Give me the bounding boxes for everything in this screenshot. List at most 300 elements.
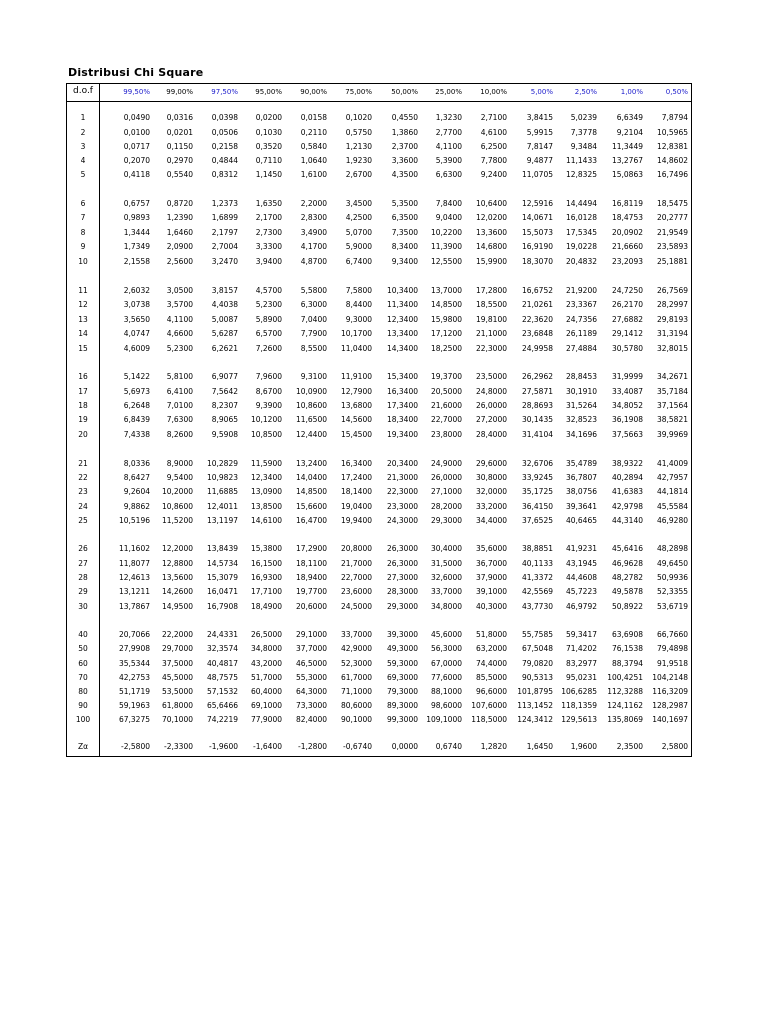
value-cell: 65,6466 [206,701,238,710]
value-cell: 21,6660 [611,242,643,251]
value-cell: 32,8015 [656,344,688,353]
value-cell: 10,1700 [340,329,372,338]
value-cell: 0,0200 [255,113,282,122]
value-cell: 1,0640 [300,156,327,165]
value-cell: 4,6600 [166,329,193,338]
value-cell: 0,4118 [123,170,150,179]
value-cell: 0,8720 [166,199,193,208]
value-cell: 8,6700 [255,387,282,396]
value-cell: 44,1814 [656,487,688,496]
value-cell: 15,3079 [206,573,238,582]
column-header: 25,00% [435,88,462,96]
value-cell: 14,0671 [521,213,553,222]
value-cell: 0,0158 [300,113,327,122]
value-cell: 98,6000 [430,701,462,710]
value-cell: 24,7250 [611,286,643,295]
value-cell: 37,1564 [656,401,688,410]
value-cell: 6,4100 [166,387,193,396]
dof-cell: 21 [78,459,88,468]
value-cell: 24,5000 [340,602,372,611]
value-cell: 22,3000 [386,487,418,496]
value-cell: 11,6500 [295,415,327,424]
value-cell: 7,9600 [255,372,282,381]
value-cell: 28,3000 [386,587,418,596]
value-cell: 2,8300 [300,213,327,222]
value-cell: 14,3400 [386,344,418,353]
dof-cell: 60 [78,659,88,668]
value-cell: 88,3794 [611,659,643,668]
dof-cell: 13 [78,315,88,324]
value-cell: 27,1000 [430,487,462,496]
value-cell: 17,2400 [340,473,372,482]
value-cell: 31,9999 [611,372,643,381]
value-cell: 12,8381 [656,142,688,151]
value-cell: 11,8077 [118,559,150,568]
value-cell: 0,1020 [345,113,372,122]
value-cell: 23,3000 [386,502,418,511]
value-cell: 4,2500 [345,213,372,222]
value-cell: 0,9893 [123,213,150,222]
column-header: 99,00% [166,88,193,96]
value-cell: 5,2300 [255,300,282,309]
value-cell: 21,6000 [430,401,462,410]
value-cell: -1,2800 [298,742,327,751]
value-cell: 34,8000 [430,602,462,611]
column-header: 1,00% [620,88,643,96]
value-cell: 1,6899 [211,213,238,222]
value-cell: 0,2070 [123,156,150,165]
value-cell: 0,3520 [255,142,282,151]
value-cell: 16,0471 [206,587,238,596]
value-cell: 45,6000 [430,630,462,639]
value-cell: 37,5663 [611,430,643,439]
value-cell: 15,9800 [430,315,462,324]
header-divider [66,101,692,102]
value-cell: 9,3900 [255,401,282,410]
value-cell: 13,2767 [611,156,643,165]
value-cell: 118,5000 [471,715,507,724]
value-cell: 0,0000 [391,742,418,751]
value-cell: 38,8851 [521,544,553,553]
value-cell: 22,7000 [430,415,462,424]
value-cell: 1,6460 [166,228,193,237]
value-cell: 38,9322 [611,459,643,468]
value-cell: 0,0506 [211,128,238,137]
value-cell: 18,3070 [521,257,553,266]
value-cell: 34,8000 [250,644,282,653]
value-cell: 11,3900 [430,242,462,251]
dof-cell: 40 [78,630,88,639]
value-cell: 96,6000 [475,687,507,696]
value-cell: 4,1100 [166,315,193,324]
value-cell: 107,6000 [471,701,507,710]
value-cell: 9,0400 [435,213,462,222]
value-cell: 27,3000 [386,573,418,582]
value-cell: 6,2621 [211,344,238,353]
value-cell: 83,2977 [565,659,597,668]
value-cell: 10,0900 [295,387,327,396]
value-cell: 41,4009 [656,459,688,468]
value-cell: 10,5196 [118,516,150,525]
value-cell: 30,5780 [611,344,643,353]
value-cell: 27,2000 [475,415,507,424]
value-cell: 24,9000 [430,459,462,468]
value-cell: 53,6719 [656,602,688,611]
value-cell: 74,4000 [475,659,507,668]
value-cell: 10,2829 [206,459,238,468]
value-cell: 22,2000 [161,630,193,639]
value-cell: 66,7660 [656,630,688,639]
value-cell: 33,7000 [340,630,372,639]
value-cell: 51,8000 [475,630,507,639]
value-cell: 12,5916 [521,199,553,208]
dof-cell: 29 [78,587,88,596]
value-cell: 27,4884 [565,344,597,353]
value-cell: 4,5700 [255,286,282,295]
value-cell: -0,6740 [343,742,372,751]
dof-cell: 16 [78,372,88,381]
value-cell: 6,8439 [123,415,150,424]
value-cell: 13,7867 [118,602,150,611]
value-cell: 14,8500 [430,300,462,309]
value-cell: 36,4150 [521,502,553,511]
value-cell: 50,8922 [611,602,643,611]
value-cell: 31,5264 [565,401,597,410]
value-cell: 17,5345 [565,228,597,237]
value-cell: 32,8523 [565,415,597,424]
value-cell: 7,7900 [300,329,327,338]
value-cell: 52,3000 [340,659,372,668]
value-cell: 45,7223 [565,587,597,596]
value-cell: 22,3000 [475,344,507,353]
value-cell: 118,1359 [561,701,597,710]
value-cell: 57,1532 [206,687,238,696]
value-cell: 8,3400 [391,242,418,251]
value-cell: 15,5073 [521,228,553,237]
value-cell: 29,3000 [386,602,418,611]
value-cell: 43,2000 [250,659,282,668]
value-cell: 4,3500 [391,170,418,179]
column-header: 90,00% [300,88,327,96]
value-cell: 13,3600 [475,228,507,237]
dof-cell: 19 [78,415,88,424]
value-cell: 16,1500 [250,559,282,568]
value-cell: 4,1100 [435,142,462,151]
value-cell: 5,6973 [123,387,150,396]
value-cell: 14,0400 [295,473,327,482]
value-cell: 90,5313 [521,673,553,682]
value-cell: 1,1450 [255,170,282,179]
value-cell: 34,4000 [475,516,507,525]
value-cell: 23,6000 [340,587,372,596]
value-cell: 26,7569 [656,286,688,295]
value-cell: 0,4844 [211,156,238,165]
dof-cell: 28 [78,573,88,582]
value-cell: 28,8453 [565,372,597,381]
value-cell: 31,4104 [521,430,553,439]
value-cell: 34,2671 [656,372,688,381]
value-cell: 11,3400 [386,300,418,309]
value-cell: 32,3574 [206,644,238,653]
value-cell: 1,3860 [391,128,418,137]
value-cell: 1,7349 [123,242,150,251]
value-cell: 116,3209 [652,687,688,696]
value-cell: 3,5700 [166,300,193,309]
value-cell: 24,7356 [565,315,597,324]
value-cell: 12,8325 [565,170,597,179]
value-cell: 82,4000 [295,715,327,724]
value-cell: 1,9230 [345,156,372,165]
column-header: 2,50% [574,88,597,96]
chi-square-table [66,83,692,757]
value-cell: 20,5000 [430,387,462,396]
value-cell: 9,5908 [211,430,238,439]
value-cell: 3,3600 [391,156,418,165]
column-header: 75,00% [345,88,372,96]
value-cell: 2,6700 [345,170,372,179]
value-cell: 3,3300 [255,242,282,251]
value-cell: 26,0000 [475,401,507,410]
value-cell: 128,2987 [652,701,688,710]
value-cell: 5,1422 [123,372,150,381]
value-cell: 53,5000 [161,687,193,696]
value-cell: 59,3000 [386,659,418,668]
value-cell: 49,5878 [611,587,643,596]
value-cell: 13,8500 [250,502,282,511]
value-cell: 2,1797 [211,228,238,237]
value-cell: 5,5800 [300,286,327,295]
value-cell: 14,6800 [475,242,507,251]
value-cell: 10,2000 [161,487,193,496]
value-cell: 13,1211 [118,587,150,596]
column-header: 10,00% [480,88,507,96]
value-cell: 2,7700 [435,128,462,137]
value-cell: 48,2898 [656,544,688,553]
value-cell: 15,6600 [295,502,327,511]
value-cell: 67,3275 [118,715,150,724]
value-cell: 14,5600 [340,415,372,424]
value-cell: 24,9958 [521,344,553,353]
value-cell: 10,2200 [430,228,462,237]
value-cell: 48,2782 [611,573,643,582]
value-cell: 0,0316 [166,113,193,122]
value-cell: 21,9549 [656,228,688,237]
value-cell: 27,5871 [521,387,553,396]
value-cell: 49,3000 [386,644,418,653]
value-cell: 7,8794 [661,113,688,122]
value-cell: 49,6450 [656,559,688,568]
value-cell: 73,3000 [295,701,327,710]
dof-cell: 7 [80,213,86,222]
value-cell: 37,5000 [161,659,193,668]
dof-cell: 12 [78,300,88,309]
value-cell: 14,8500 [295,487,327,496]
value-cell: 29,8193 [656,315,688,324]
value-cell: 33,9245 [521,473,553,482]
value-cell: 1,3444 [123,228,150,237]
value-cell: 11,9100 [340,372,372,381]
value-cell: 0,4550 [391,113,418,122]
value-cell: 12,8800 [161,559,193,568]
value-cell: 26,1189 [565,329,597,338]
value-cell: 44,4608 [565,573,597,582]
value-cell: 26,2962 [521,372,553,381]
value-cell: 89,3000 [386,701,418,710]
value-cell: 22,3620 [521,315,553,324]
column-header: 95,00% [255,88,282,96]
value-cell: 41,3372 [521,573,553,582]
value-cell: 42,5569 [521,587,553,596]
value-cell: 4,8700 [300,257,327,266]
value-cell: 10,8600 [161,502,193,511]
value-cell: 9,2104 [616,128,643,137]
value-cell: 34,8052 [611,401,643,410]
value-cell: 79,3000 [386,687,418,696]
value-cell: 39,3641 [565,502,597,511]
value-cell: 45,5000 [161,673,193,682]
value-cell: 16,6752 [521,286,553,295]
dof-cell: 22 [78,473,88,482]
value-cell: 35,7184 [656,387,688,396]
value-cell: 10,1200 [250,415,282,424]
dof-cell: 23 [78,487,88,496]
value-cell: 0,5750 [345,128,372,137]
value-cell: 27,6882 [611,315,643,324]
value-cell: 16,3400 [386,387,418,396]
value-cell: 71,4202 [565,644,597,653]
value-cell: 40,3000 [475,602,507,611]
value-cell: 80,6000 [340,701,372,710]
dof-header: d.o.f [73,86,93,96]
value-cell: 13,2400 [295,459,327,468]
value-cell: 31,3194 [656,329,688,338]
value-cell: 0,1150 [166,142,193,151]
value-cell: 8,9000 [166,459,193,468]
value-cell: 17,2800 [475,286,507,295]
value-cell: 40,6465 [565,516,597,525]
value-cell: 28,4000 [475,430,507,439]
value-cell: 6,7400 [345,257,372,266]
value-cell: 10,8500 [250,430,282,439]
value-cell: 18,1400 [340,487,372,496]
dof-cell: 25 [78,516,88,525]
value-cell: 2,7300 [255,228,282,237]
value-cell: 30,1435 [521,415,553,424]
dof-cell: 10 [78,257,88,266]
value-cell: 106,6285 [561,687,597,696]
value-cell: -2,3300 [164,742,193,751]
value-cell: 29,6000 [475,459,507,468]
value-cell: 129,5613 [561,715,597,724]
value-cell: 20,0902 [611,228,643,237]
value-cell: 32,0000 [475,487,507,496]
value-cell: 29,3000 [430,516,462,525]
value-cell: 56,3000 [430,644,462,653]
value-cell: 14,2600 [161,587,193,596]
value-cell: 8,5500 [300,344,327,353]
value-cell: 19,0400 [340,502,372,511]
value-cell: 9,3100 [300,372,327,381]
value-cell: 0,1030 [255,128,282,137]
dof-cell: 3 [80,142,86,151]
value-cell: 21,1000 [475,329,507,338]
value-cell: 5,8900 [255,315,282,324]
value-cell: 9,2604 [123,487,150,496]
value-cell: 35,6000 [475,544,507,553]
value-cell: 67,5048 [521,644,553,653]
value-cell: 124,1162 [607,701,643,710]
value-cell: 59,1963 [118,701,150,710]
value-cell: 9,5400 [166,473,193,482]
value-cell: 29,1412 [611,329,643,338]
value-cell: 10,6400 [475,199,507,208]
value-cell: 19,9400 [340,516,372,525]
value-cell: 28,2000 [430,502,462,511]
value-cell: 20,4832 [565,257,597,266]
value-cell: 40,4817 [206,659,238,668]
value-cell: 10,8600 [295,401,327,410]
value-cell: 13,8439 [206,544,238,553]
value-cell: 0,2110 [300,128,327,137]
value-cell: 41,9231 [565,544,597,553]
value-cell: 10,5965 [656,128,688,137]
value-cell: 9,3400 [391,257,418,266]
dof-cell: 1 [80,113,86,122]
value-cell: 37,6525 [521,516,553,525]
value-cell: 23,5000 [475,372,507,381]
value-cell: 43,1945 [565,559,597,568]
dof-cell: 6 [80,199,86,208]
value-cell: 2,1700 [255,213,282,222]
column-header: 50,00% [391,88,418,96]
value-cell: 11,1602 [118,544,150,553]
value-cell: 8,2307 [211,401,238,410]
value-cell: 31,5000 [430,559,462,568]
value-cell: 18,5475 [656,199,688,208]
value-cell: 0,2970 [166,156,193,165]
value-cell: 3,9400 [255,257,282,266]
value-cell: 16,7496 [656,170,688,179]
value-cell: 8,9065 [211,415,238,424]
value-cell: 22,7000 [340,573,372,582]
dof-cell: 15 [78,344,88,353]
value-cell: 135,8069 [607,715,643,724]
value-cell: 79,0820 [521,659,553,668]
value-cell: 26,3000 [386,544,418,553]
dof-cell: 14 [78,329,88,338]
value-cell: 11,3449 [611,142,643,151]
value-cell: 3,5650 [123,315,150,324]
value-cell: 2,3500 [616,742,643,751]
value-cell: 12,5500 [430,257,462,266]
value-cell: 70,1000 [161,715,193,724]
value-cell: -2,5800 [121,742,150,751]
value-cell: 6,2648 [123,401,150,410]
value-cell: 7,0400 [300,315,327,324]
value-cell: 18,1100 [295,559,327,568]
value-cell: 9,3000 [345,315,372,324]
value-cell: 12,2000 [161,544,193,553]
value-cell: 13,1197 [206,516,238,525]
value-cell: 23,3367 [565,300,597,309]
value-cell: 0,7110 [255,156,282,165]
value-cell: 1,2130 [345,142,372,151]
value-cell: 32,6706 [521,459,553,468]
value-cell: 33,2000 [475,502,507,511]
value-cell: 14,8602 [656,156,688,165]
value-cell: 35,4789 [565,459,597,468]
value-cell: 18,5500 [475,300,507,309]
